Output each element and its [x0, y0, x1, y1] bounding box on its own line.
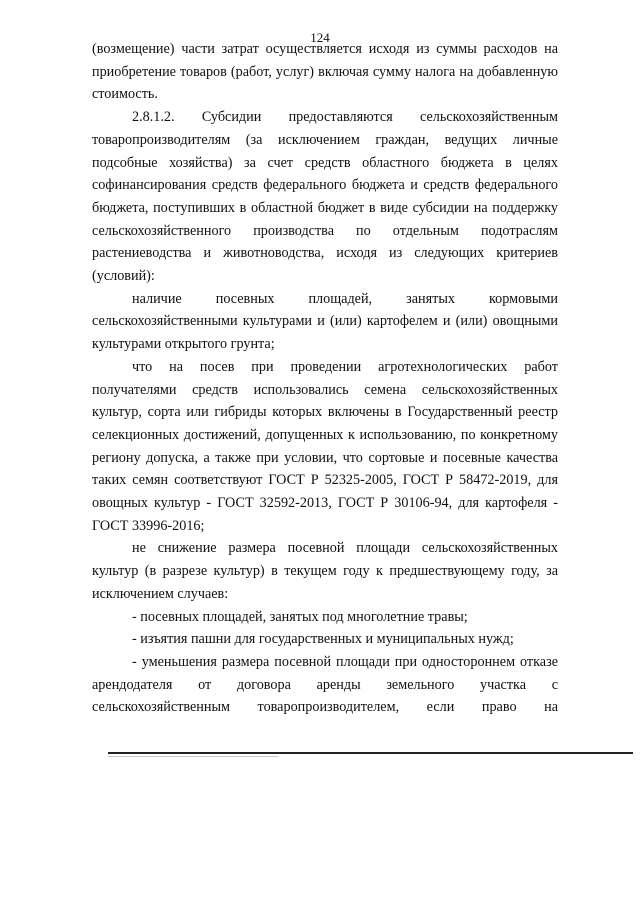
- paragraph-criterion-sown-areas: наличие посевных площадей, занятых кормовыми сельскохозяйственными культурами и (или) картофелем и (или) овощными культурами открытого грунта;: [92, 290, 558, 353]
- paragraph-criterion-seeds: что на посев при проведении агротехнологических работ получателями средств использовались семена сельскохозяйственных культур, сорта или гибриды которых включены в Государственный реестр селекционных достижений, допущенных к использованию, по конкретному региону допуска, а также при условии, что сортовые и посевные качества таких семян соответствуют ГОСТ Р 52325-2005, ГОСТ Р 58472-2019, для овощных культур - ГОСТ 32592-2013, ГОСТ Р 30106-94, для картофеля - ГОСТ 33996-2016;: [92, 358, 558, 534]
- list-item-land-seizure: - изъятия пашни для государственных и муниципальных нужд;: [132, 631, 514, 648]
- paragraph-reimbursement-continuation: (возмещение) части затрат осуществляется исходя из суммы расходов на приобретение товаров (работ, услуг) включая сумму налога на добавленную стоимость.: [92, 41, 558, 103]
- footer-rule-shadow: [108, 756, 278, 757]
- paragraph-criterion-no-reduction: не снижение размера посевной площади сельскохозяйственных культур (в разрезе культур) в текущем году к предшествующему году, за исключением случаев:: [92, 540, 558, 602]
- list-item-lease-refusal: - уменьшения размера посевной площади при одностороннем отказе арендодателя от договора аренды земельного участка с сельскохозяйственным товаропроизводителем, если право на: [92, 653, 558, 716]
- page-number: 124: [310, 30, 330, 45]
- list-item-perennial-grasses: - посевных площадей, занятых под многолетние травы;: [132, 608, 468, 625]
- footer-rule: [108, 752, 633, 754]
- document-body: [92, 38, 558, 719]
- paragraph-2-8-1-2: 2.8.1.2. Субсидии предоставляются сельскохозяйственным товаропроизводителям (за исключением граждан, ведущих личные подсобные хозяйства) за счет средств областного бюджета в целях софинансирования средств федерального бюджета и средств федерального бюджета, поступивших в областной бюджет в виде субсидии на поддержку сельскохозяйственного производства по отдельным подотраслям растениеводства и животноводства, исходя из следующих критериев (условий):: [92, 109, 558, 285]
